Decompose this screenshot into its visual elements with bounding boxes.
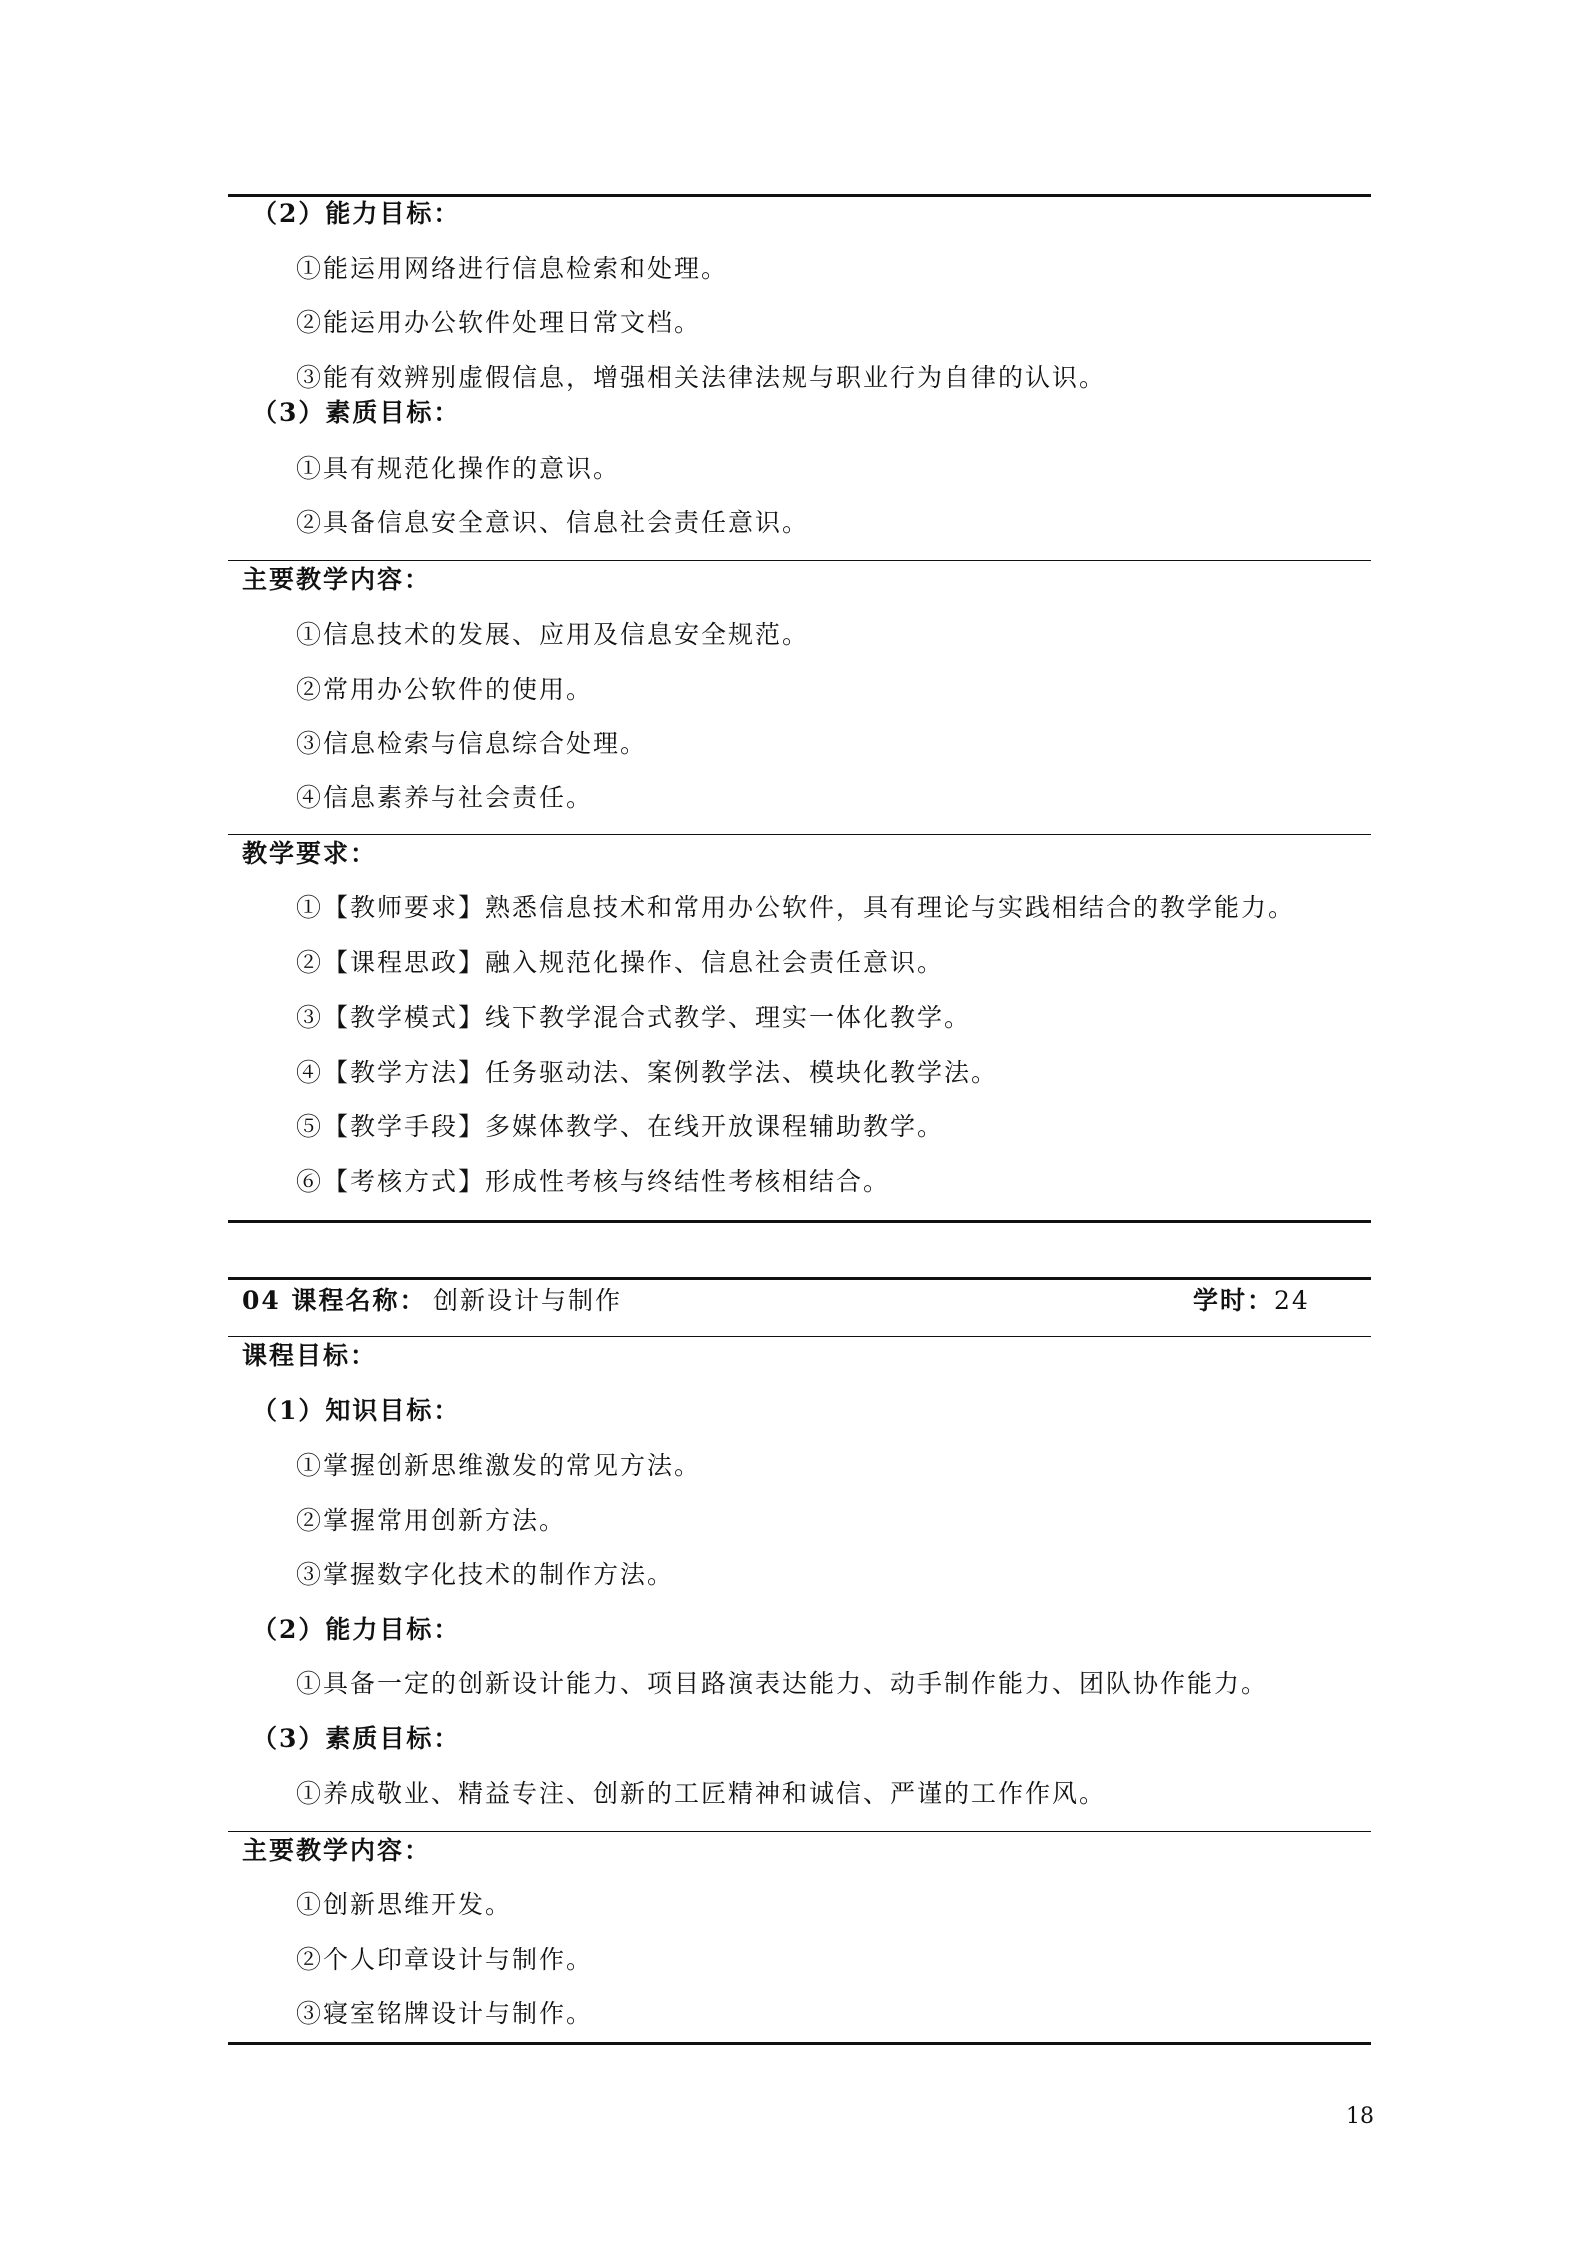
section-divider [228,834,1371,835]
knowledge-item: ①掌握创新思维激发的常见方法。 [296,1451,702,1480]
ability-item: ②能运用办公软件处理日常文档。 [296,308,702,337]
header-divider [228,1336,1371,1337]
knowledge-item: ②掌握常用创新方法。 [296,1506,567,1535]
table-top-rule [228,194,1371,197]
course-hours-value: 24 [1274,1286,1310,1315]
ability-item: ①能运用网络进行信息检索和处理。 [296,254,729,283]
quality-item: ①具有规范化操作的意识。 [296,454,621,483]
quality-goals-title: （3）素质目标： [252,1724,461,1753]
course-name-label: 04 课程名称： [242,1286,427,1315]
requirement-item: ⑥【考核方式】形成性考核与终结性考核相结合。 [296,1167,891,1196]
teaching-requirements-title: 教学要求： [242,839,378,868]
table-bottom-rule [228,1220,1371,1223]
course-hours-label: 学时： [1193,1286,1275,1315]
content-item: ②个人印章设计与制作。 [296,1945,594,1974]
content-item: ①创新思维开发。 [296,1890,513,1919]
quality-item: ②具备信息安全意识、信息社会责任意识。 [296,508,810,537]
knowledge-item: ③掌握数字化技术的制作方法。 [296,1560,675,1589]
ability-item: ①具备一定的创新设计能力、项目路演表达能力、动手制作能力、团队协作能力。 [296,1669,1269,1698]
section-divider [228,560,1371,561]
content-item: ④信息素养与社会责任。 [296,783,594,812]
content-item: ①信息技术的发展、应用及信息安全规范。 [296,620,810,649]
ability-goals-title: （2）能力目标： [252,199,461,228]
section-divider [228,1831,1371,1832]
page-number: 18 [1346,2104,1374,2129]
requirement-item: ③【教学模式】线下教学混合式教学、理实一体化教学。 [296,1003,972,1032]
requirement-item: ⑤【教学手段】多媒体教学、在线开放课程辅助教学。 [296,1112,945,1141]
content-item: ②常用办公软件的使用。 [296,675,594,704]
table-top-rule [228,1277,1371,1280]
requirement-item: ②【课程思政】融入规范化操作、信息社会责任意识。 [296,948,945,977]
knowledge-goals-title: （1）知识目标： [252,1396,461,1425]
course-goals-title: 课程目标： [242,1341,378,1370]
requirement-item: ①【教师要求】熟悉信息技术和常用办公软件，具有理论与实践相结合的教学能力。 [296,893,1296,922]
main-content-title: 主要教学内容： [242,565,432,594]
ability-goals-title: （2）能力目标： [252,1615,461,1644]
table-bottom-rule [228,2042,1371,2045]
quality-item: ①养成敬业、精益专注、创新的工匠精神和诚信、严谨的工作作风。 [296,1779,1107,1808]
ability-item: ③能有效辨别虚假信息，增强相关法律法规与职业行为自律的认识。 [296,363,1107,392]
content-item: ③寝室铭牌设计与制作。 [296,1999,594,2028]
main-content-title: 主要教学内容： [242,1836,432,1865]
course-name: 创新设计与制作 [433,1286,623,1315]
requirement-item: ④【教学方法】任务驱动法、案例教学法、模块化教学法。 [296,1058,999,1087]
quality-goals-title: （3）素质目标： [252,398,461,427]
content-item: ③信息检索与信息综合处理。 [296,729,648,758]
course-hours [1193,1286,1310,1316]
